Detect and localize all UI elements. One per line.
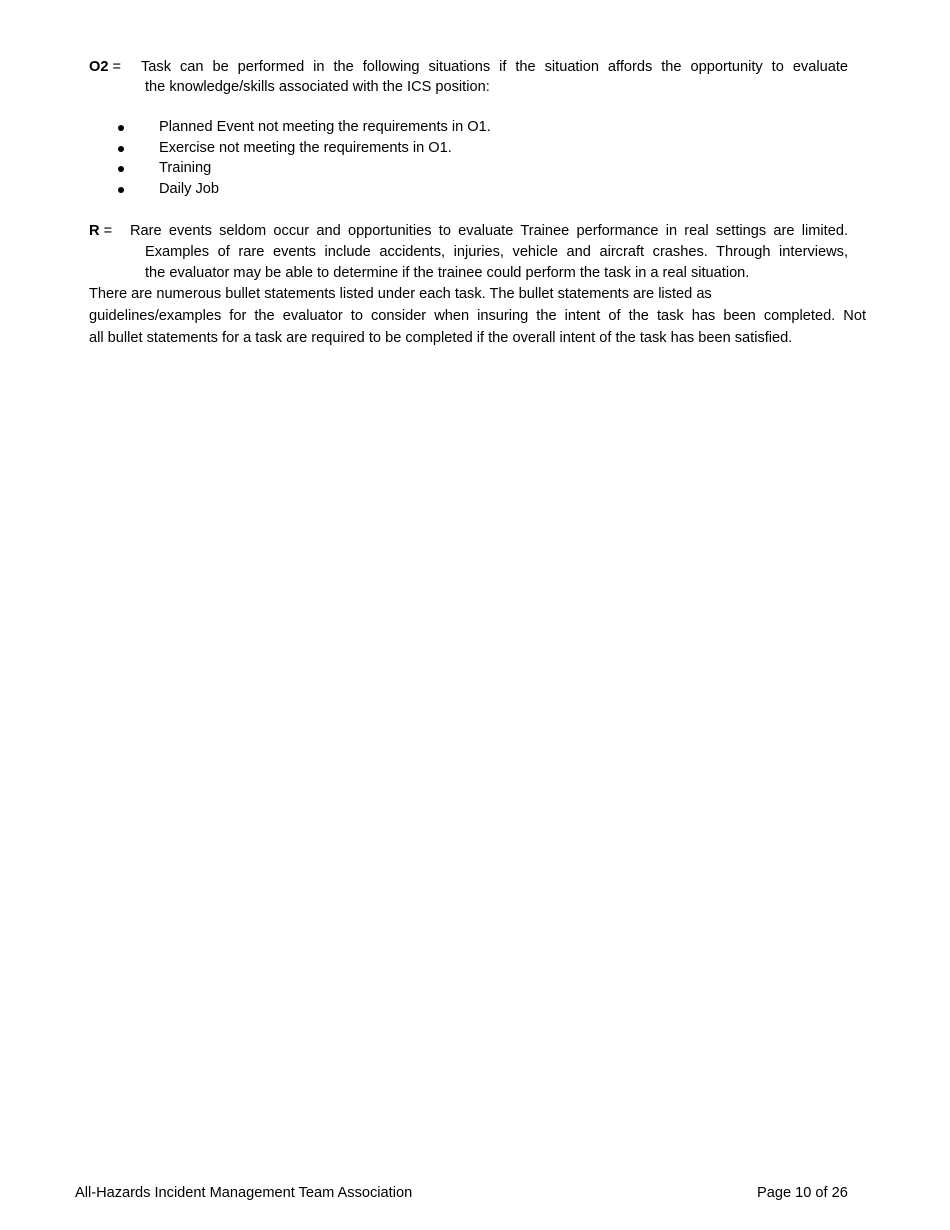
r-definition-text-1: Rare events seldom occur and opportunities to evaluate Trainee performance in real settings are limited. [130,223,848,239]
r-definition-text-3: the evaluator may be able to determine if the trainee could perform the task in a real situation. [145,265,750,281]
bullet-icon [118,166,124,172]
o2-definition-text-1: Task can be performed in the following situations if the situation affords the opportunity to evaluate [141,59,848,75]
bullet-icon [118,146,124,152]
bullet-icon [118,187,124,193]
r-label: R [89,223,100,239]
r-definition-label [89,221,112,241]
r-definition-text-2: Examples of rare events include accidents, injuries, vehicle and aircraft crashes. Through interviews, [145,244,848,260]
o2-definition-line-1 [89,57,121,77]
r-equals: = [103,223,113,239]
list-item-text: Training [159,160,212,176]
o2-label: O2 [89,59,109,75]
list-item-text: Planned Event not meeting the requirements in O1. [159,119,491,135]
guidance-text-3: all bullet statements for a task are required to be completed if the overall intent of the task has been satisfied. [89,330,793,346]
bullet-icon [118,125,124,131]
list-item-text: Daily Job [159,181,220,197]
list-item-text: Exercise not meeting the requirements in O1. [159,140,452,156]
footer-page-number: Page 10 of 26 [757,1185,848,1201]
o2-equals: = [112,59,122,75]
o2-definition-text-2: the knowledge/skills associated with the ICS position: [145,79,490,95]
footer-organization: All-Hazards Incident Management Team Association [75,1185,413,1201]
guidance-text-1: There are numerous bullet statements listed under each task. The bullet statements are listed as [89,286,712,302]
guidance-text-2: guidelines/examples for the evaluator to consider when insuring the intent of the task has been completed. Not [89,308,866,324]
